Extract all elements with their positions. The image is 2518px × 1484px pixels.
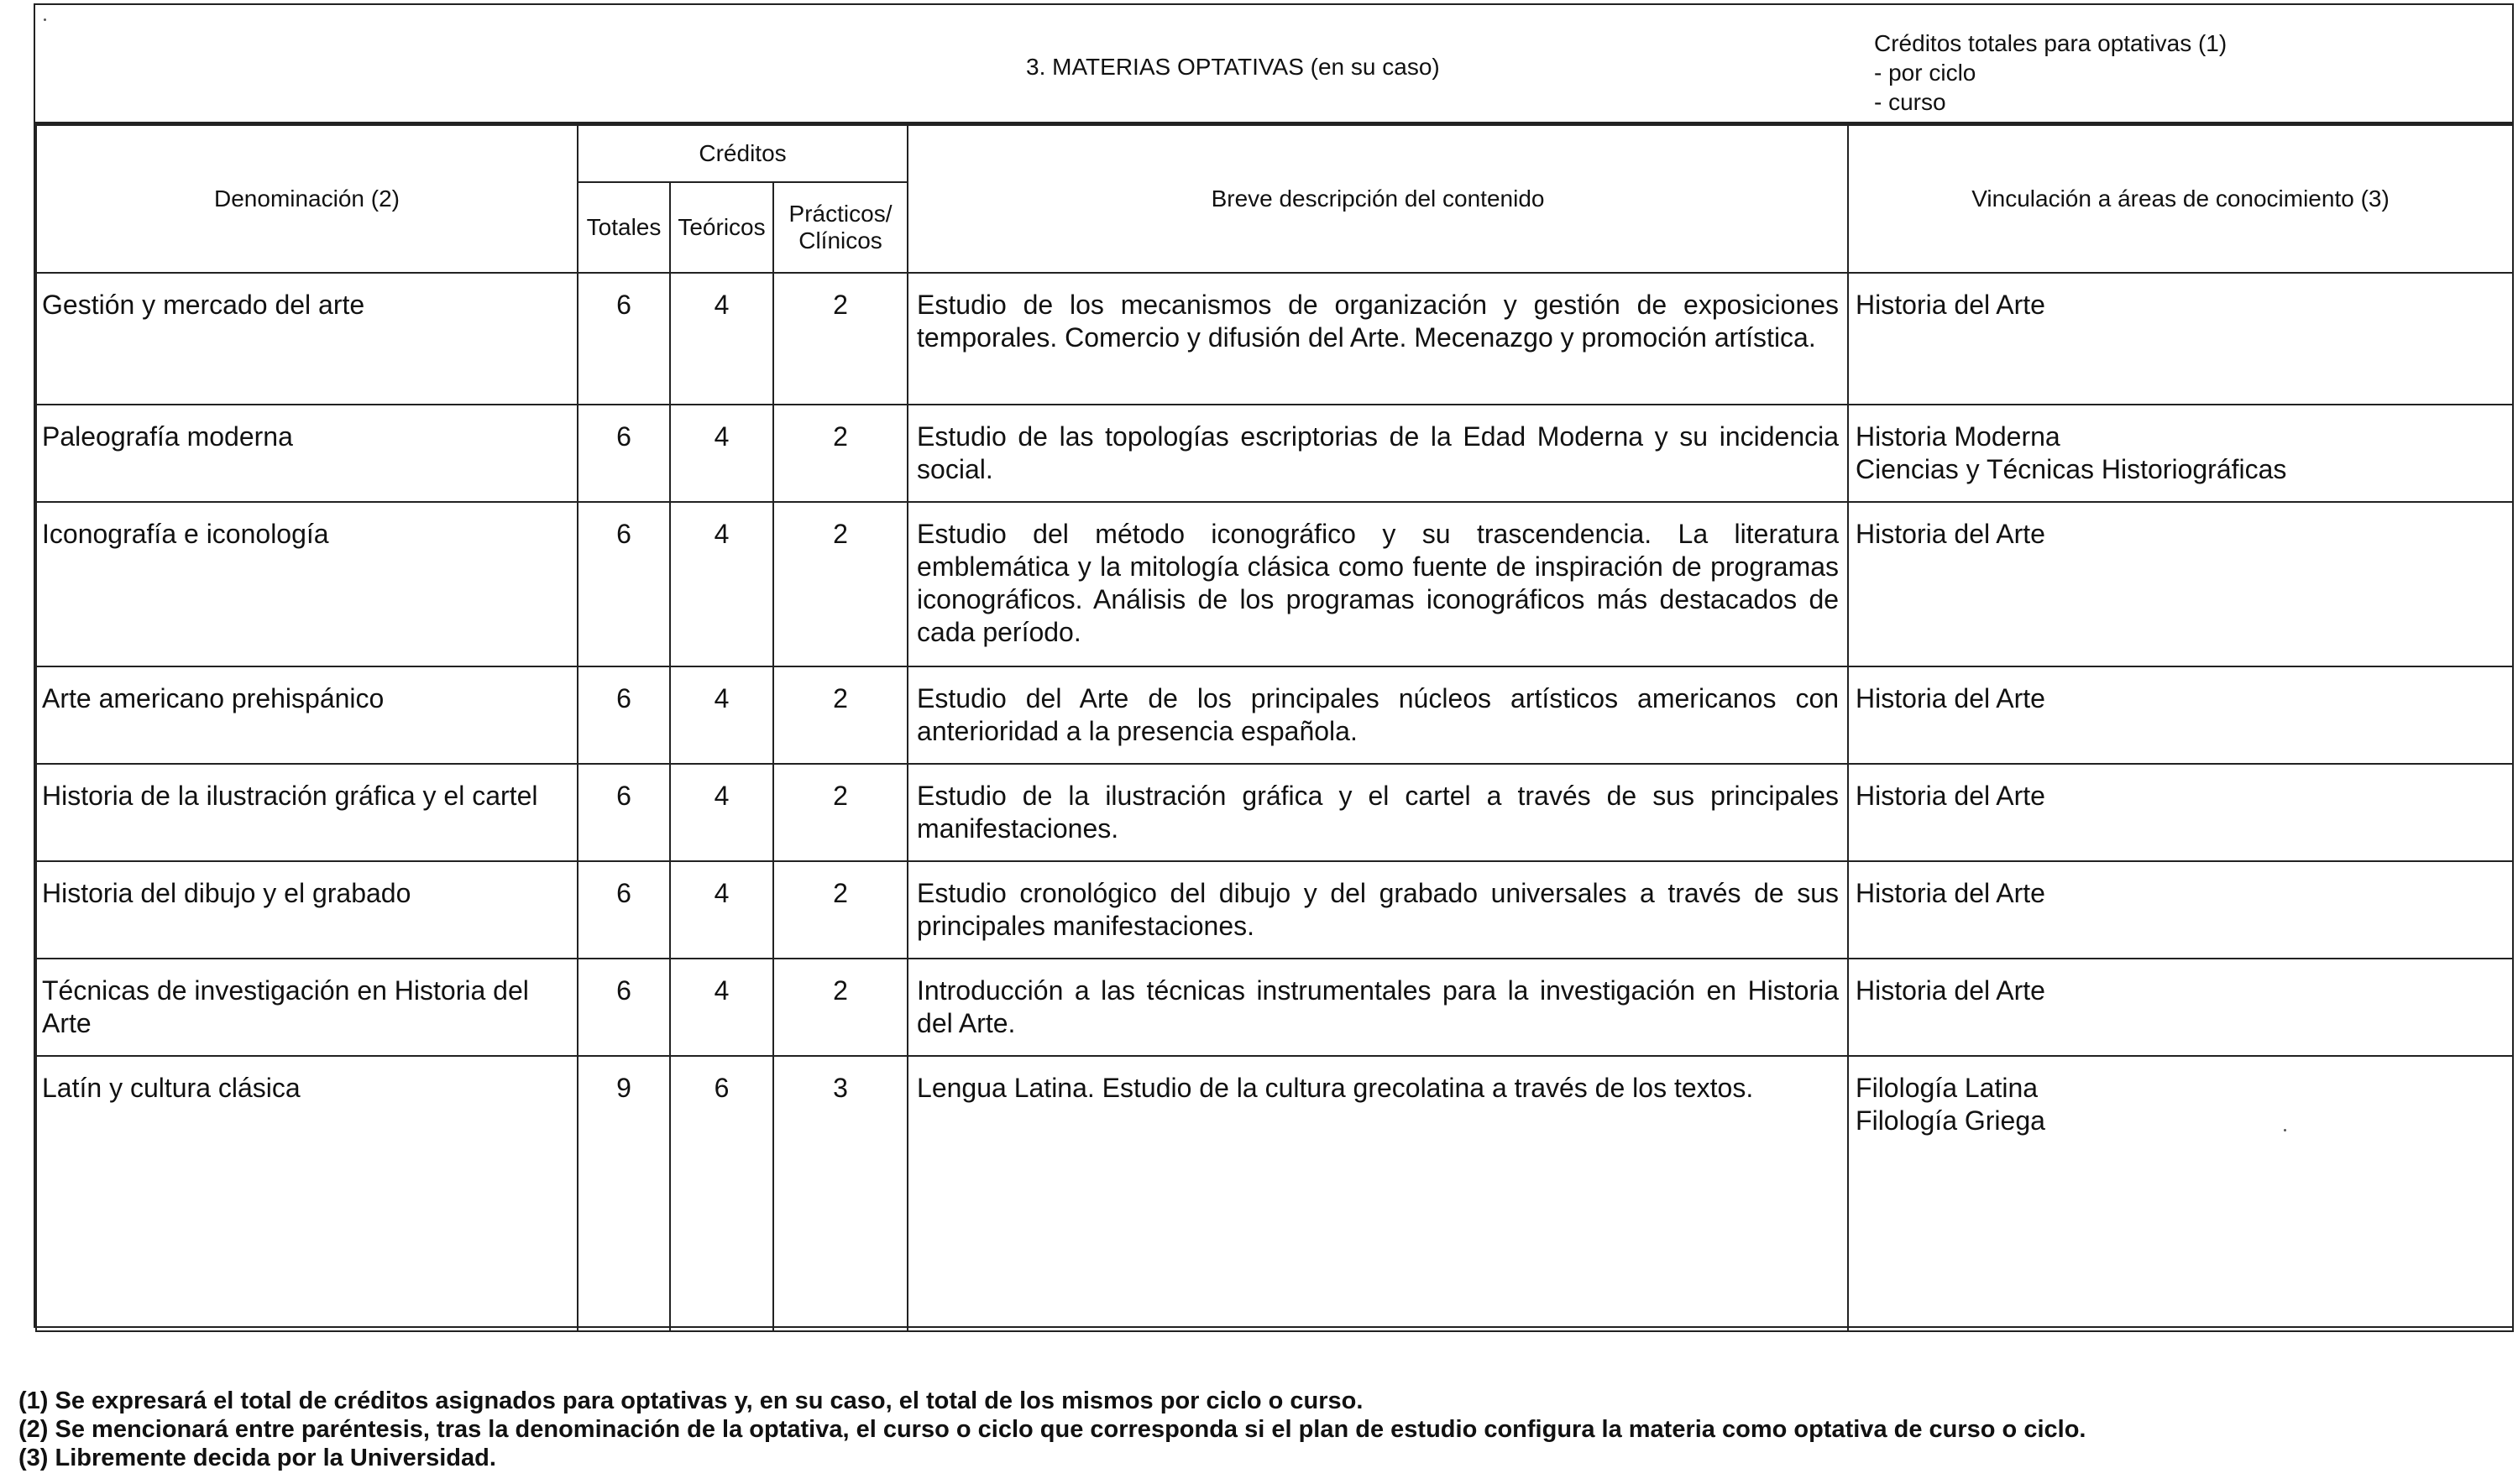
- credits-practicos: 2: [773, 666, 908, 764]
- credits-totales: 6: [578, 405, 670, 502]
- knowledge-areas: [1848, 1056, 2513, 1331]
- column-header-vinculacion: Vinculación a áreas de conocimiento (3): [1848, 125, 2513, 273]
- table-row: [36, 861, 2513, 959]
- subject-description: Estudio del Arte de los principales núcleos artísticos americanos con anterioridad a la presencia española.: [908, 666, 1848, 764]
- credits-practicos: 2: [773, 764, 908, 861]
- area-item: Historia del Arte: [1856, 683, 2045, 713]
- subject-name: Latín y cultura clásica: [36, 1056, 578, 1331]
- subject-description: Estudio cronológico del dibujo y del grabado universales a través de sus principales manifestaciones.: [908, 861, 1848, 959]
- subject-description: Estudio de la ilustración gráfica y el cartel a través de sus principales manifestaciones.: [908, 764, 1848, 861]
- credits-practicos: 3: [773, 1056, 908, 1331]
- area-item: Historia del Arte: [1856, 519, 2045, 549]
- section-title: 3. MATERIAS OPTATIVAS (en su caso): [1026, 54, 1440, 80]
- credits-teoricos: 6: [670, 1056, 773, 1331]
- knowledge-areas: [1848, 405, 2513, 502]
- section-header: [35, 5, 2512, 124]
- credits-teoricos: 4: [670, 502, 773, 666]
- knowledge-areas: [1848, 502, 2513, 666]
- credits-line: - curso: [1874, 89, 1946, 115]
- credits-totales: 6: [578, 764, 670, 861]
- knowledge-areas: [1848, 764, 2513, 861]
- table-row: [36, 273, 2513, 405]
- credits-teoricos: 4: [670, 666, 773, 764]
- subject-name: Iconografía e iconología: [36, 502, 578, 666]
- credits-teoricos: 4: [670, 273, 773, 405]
- column-header-creditos: Créditos: [578, 125, 908, 182]
- credits-line: Créditos totales para optativas (1): [1874, 30, 2227, 56]
- scan-speck: [2284, 1129, 2286, 1131]
- table-row: [36, 959, 2513, 1056]
- column-header-totales: Totales: [578, 182, 670, 273]
- subject-name: Historia de la ilustración gráfica y el cartel: [36, 764, 578, 861]
- credits-practicos: 2: [773, 273, 908, 405]
- credits-line: - por ciclo: [1874, 60, 1976, 86]
- credits-practicos: 2: [773, 405, 908, 502]
- table-row: [36, 405, 2513, 502]
- subject-description: Estudio de las topologías escriptorias de la Edad Moderna y su incidencia social.: [908, 405, 1848, 502]
- table-row: [36, 666, 2513, 764]
- credits-totales: 6: [578, 861, 670, 959]
- credits-totales: 6: [578, 273, 670, 405]
- optativas-table: [35, 124, 2514, 1332]
- credits-totales: 6: [578, 502, 670, 666]
- subject-name: Paleografía moderna: [36, 405, 578, 502]
- subject-description: Estudio del método iconográfico y su trascendencia. La literatura emblemática y la mitología clásica como fuente de inspiración de programas iconográficos. Análisis de los programas iconográficos más destacados de cada período.: [908, 502, 1848, 666]
- credits-practicos: 2: [773, 502, 908, 666]
- subject-name: Técnicas de investigación en Historia del Arte: [36, 959, 578, 1056]
- area-item: Historia Moderna: [1856, 421, 2060, 452]
- credits-teoricos: 4: [670, 861, 773, 959]
- credits-totales: 6: [578, 959, 670, 1056]
- column-header-practicos: Prácticos/ Clínicos: [773, 182, 908, 273]
- knowledge-areas: [1848, 959, 2513, 1056]
- total-credits-box: [1874, 29, 2227, 117]
- area-item: Filología Griega: [1856, 1105, 2045, 1136]
- table-row: [36, 764, 2513, 861]
- subject-description: Estudio de los mecanismos de organización y gestión de exposiciones temporales. Comercio y difusión del Arte. Mecenazgo y promoción artística.: [908, 273, 1848, 405]
- table-row: [36, 502, 2513, 666]
- subject-name: Gestión y mercado del arte: [36, 273, 578, 405]
- knowledge-areas: [1848, 273, 2513, 405]
- table-row: [36, 1056, 2513, 1331]
- footnotes: [18, 1387, 2086, 1472]
- credits-totales: 6: [578, 666, 670, 764]
- area-item: Historia del Arte: [1856, 781, 2045, 811]
- optativas-frame: [34, 3, 2514, 1328]
- area-item: Historia del Arte: [1856, 290, 2045, 320]
- subject-name: Historia del dibujo y el grabado: [36, 861, 578, 959]
- credits-teoricos: 4: [670, 764, 773, 861]
- column-header-denominacion: Denominación (2): [36, 125, 578, 273]
- knowledge-areas: [1848, 666, 2513, 764]
- scan-speck: [44, 18, 46, 21]
- area-item: Ciencias y Técnicas Historiográficas: [1856, 454, 2287, 484]
- column-header-descripcion: Breve descripción del contenido: [908, 125, 1848, 273]
- credits-practicos: 2: [773, 959, 908, 1056]
- column-header-teoricos: Teóricos: [670, 182, 773, 273]
- subject-name: Arte americano prehispánico: [36, 666, 578, 764]
- footnote: (2) Se mencionará entre paréntesis, tras la denominación de la optativa, el curso o ciclo que corresponda si el plan de estudio configura la materia como optativa de curso o ciclo.: [18, 1416, 2086, 1443]
- area-item: Filología Latina: [1856, 1073, 2039, 1103]
- credits-practicos: 2: [773, 861, 908, 959]
- knowledge-areas: [1848, 861, 2513, 959]
- subject-description: Lengua Latina. Estudio de la cultura grecolatina a través de los textos.: [908, 1056, 1848, 1331]
- area-item: Historia del Arte: [1856, 878, 2045, 908]
- credits-teoricos: 4: [670, 959, 773, 1056]
- credits-teoricos: 4: [670, 405, 773, 502]
- area-item: Historia del Arte: [1856, 975, 2045, 1006]
- footnote: (1) Se expresará el total de créditos asignados para optativas y, en su caso, el total de los mismos por ciclo o curso.: [18, 1387, 1364, 1414]
- footnote: (3) Libremente decida por la Universidad.: [18, 1445, 496, 1471]
- subject-description: Introducción a las técnicas instrumentales para la investigación en Historia del Arte.: [908, 959, 1848, 1056]
- credits-totales: 9: [578, 1056, 670, 1331]
